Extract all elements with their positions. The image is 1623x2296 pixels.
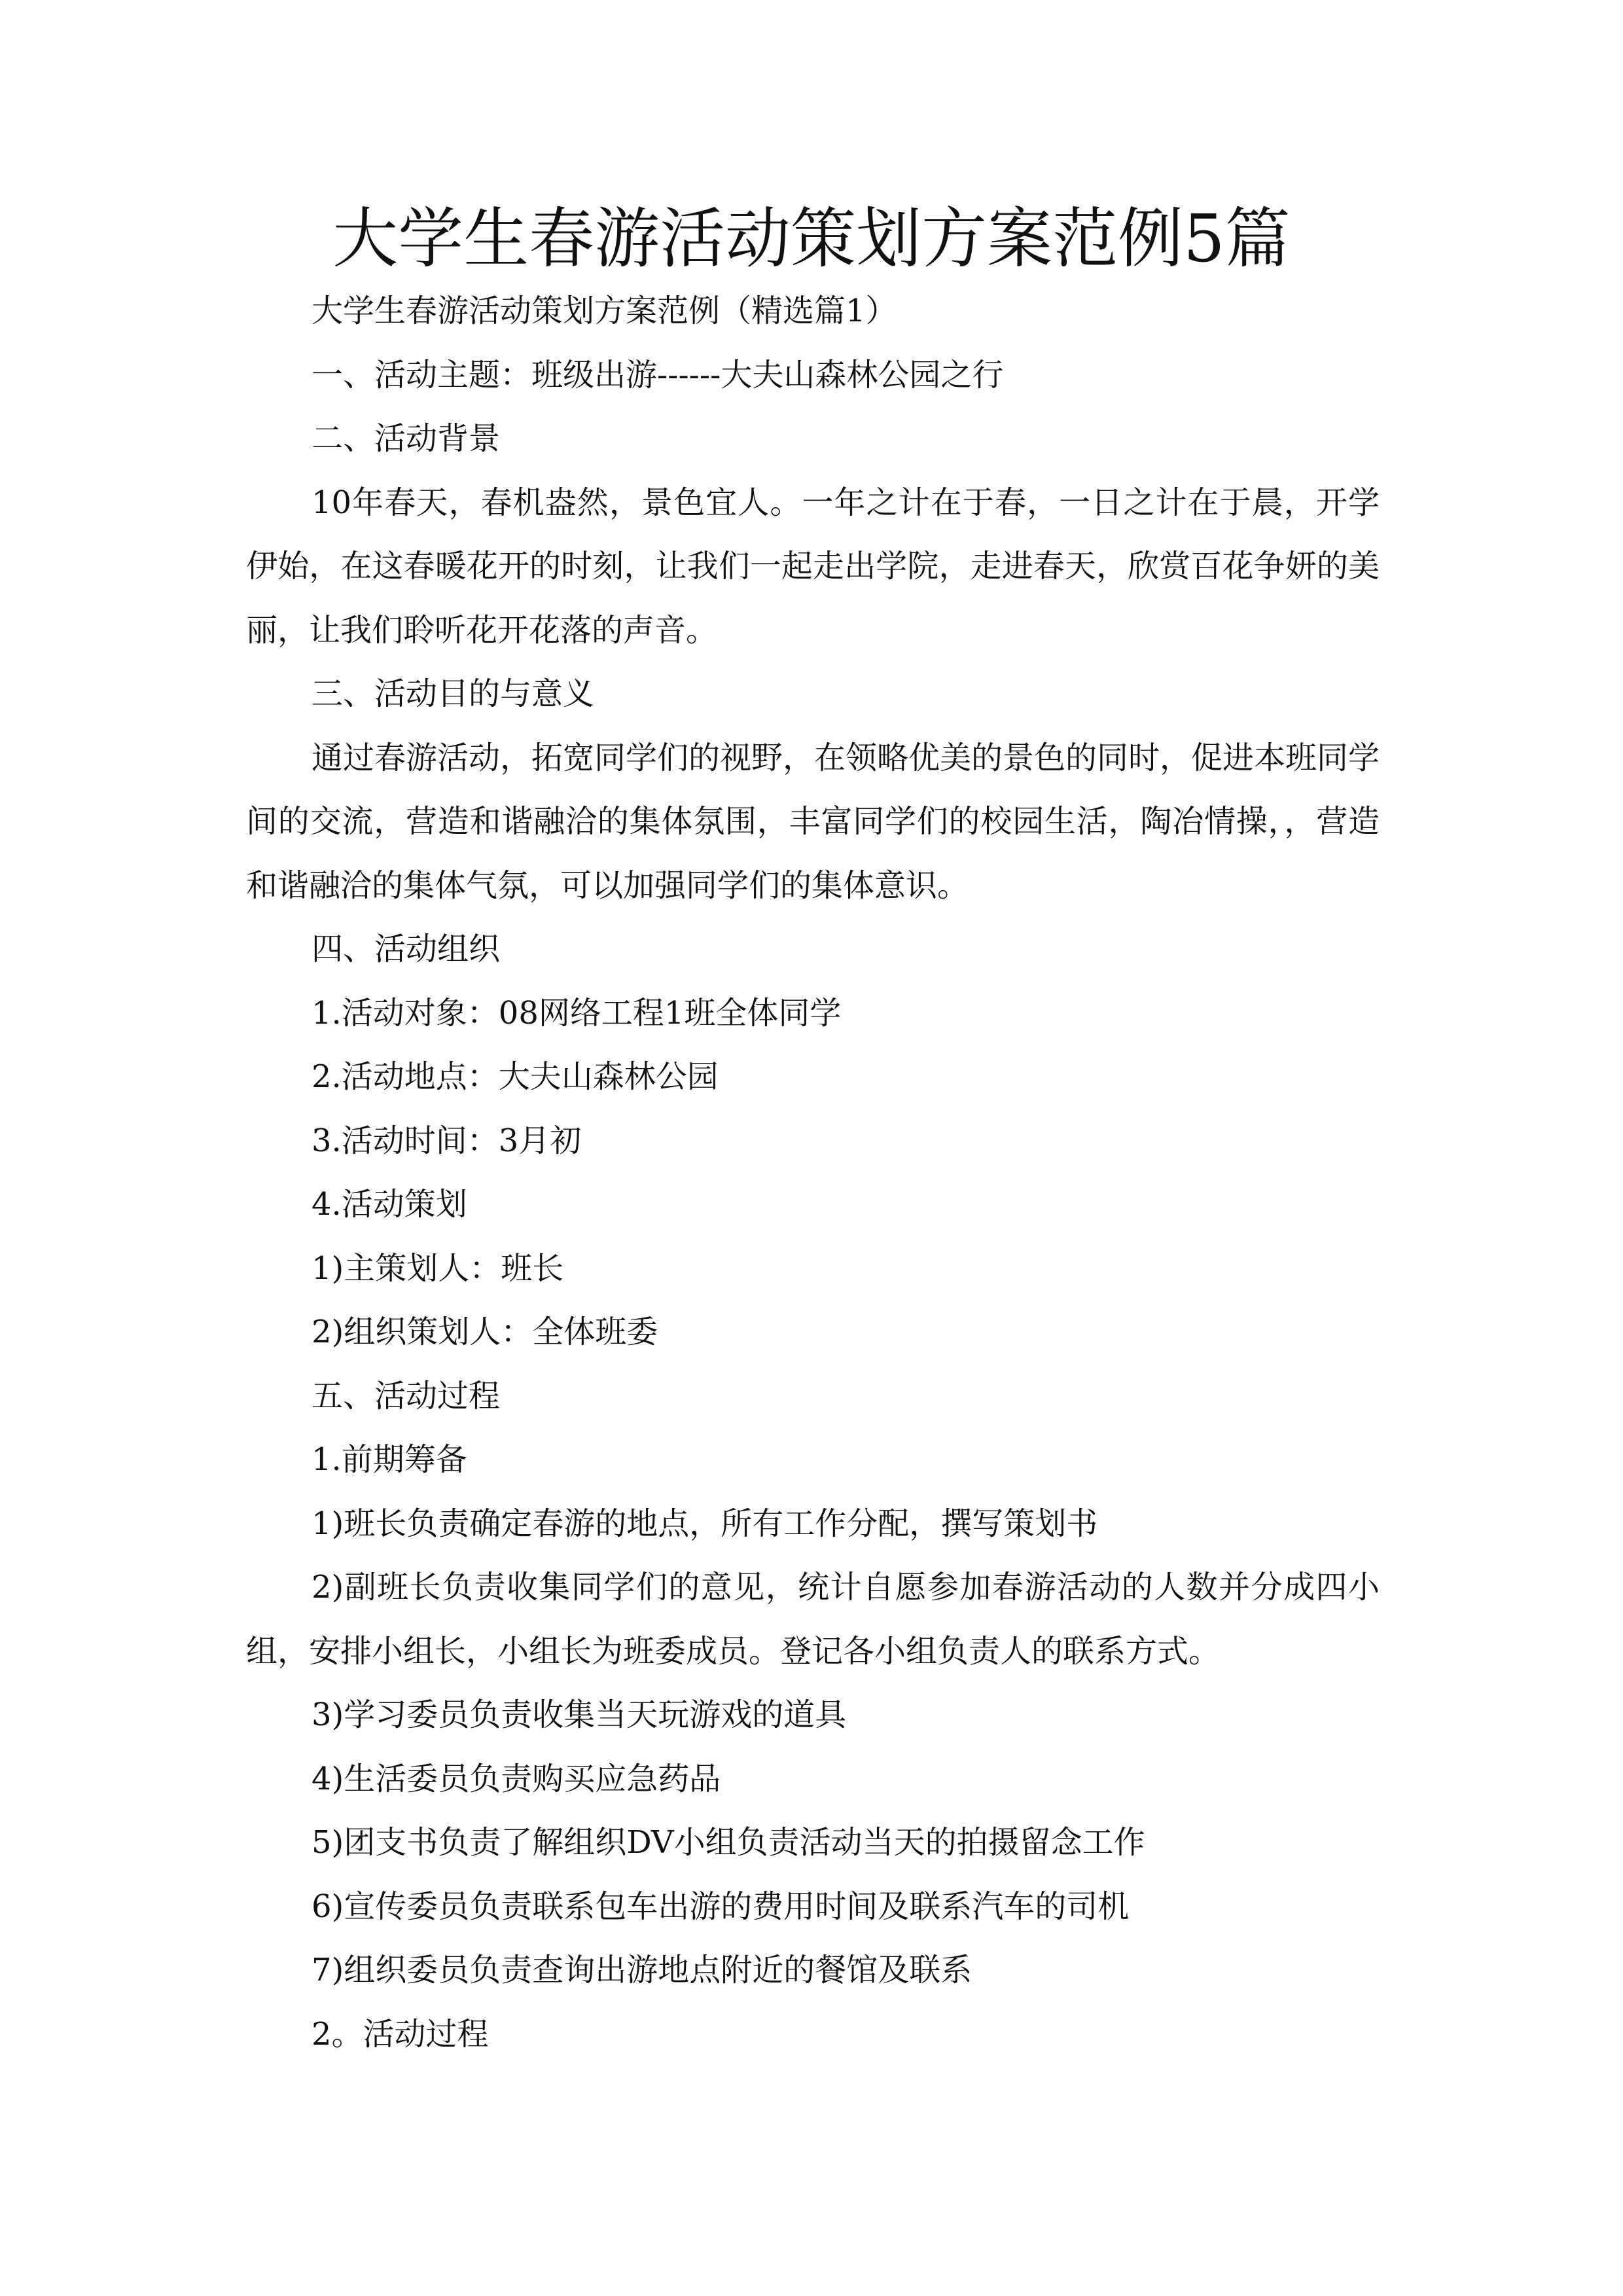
heading-purpose: 三、活动目的与意义	[312, 675, 595, 712]
heading-theme: 一、活动主题：班级出游------大夫山森林公园之行	[312, 356, 1004, 393]
list-item: 6)宣传委员负责联系包车出游的费用时间及联系汽车的司机	[312, 1888, 1130, 1925]
section-subtitle: 大学生春游活动策划方案范例（精选篇1）	[312, 293, 897, 329]
list-item: 4.活动策划	[312, 1186, 467, 1223]
list-item: 3.活动时间：3月初	[312, 1122, 582, 1159]
list-item: 2.活动地点：大夫山森林公园	[312, 1058, 719, 1095]
list-item: 2。活动过程	[312, 2015, 489, 2053]
heading-background: 二、活动背景	[312, 420, 501, 457]
list-item: 4)生活委员负责购买应急药品	[312, 1760, 721, 1797]
list-item: 5)团支书负责了解组织DV小组负责活动当天的拍摄留念工作	[312, 1824, 1145, 1861]
list-item: 2)组织策划人：全体班委	[312, 1314, 658, 1350]
heading-organization: 四、活动组织	[312, 931, 501, 967]
list-item: 1)班长负责确定春游的地点，所有工作分配，撰写策划书	[312, 1505, 1098, 1542]
list-item: 1.活动对象：08网络工程1班全体同学	[312, 994, 842, 1031]
list-item: 1)主策划人：班长	[312, 1249, 564, 1287]
paragraph-background: 10年春天，春机盎然，景色宜人。一年之计在于春，一日之计在于晨，开学伊始，在这春暖花开的时刻，让我们一起走出学院，走进春天，欣赏百花争妍的美丽，让我们聆听花开花落的声音。	[246, 484, 1380, 649]
document-title: 大学生春游活动策划方案范例5篇	[332, 200, 1291, 277]
list-item: 7)组织委员负责查询出游地点附近的餐馆及联系	[312, 1952, 972, 1988]
list-item: 2)副班长负责收集同学们的意见，统计自愿参加春游活动的人数并分成四小组，安排小组长，小组长为班委成员。登记各小组负责人的联系方式。	[246, 1569, 1380, 1670]
paragraph-purpose: 通过春游活动，拓宽同学们的视野，在领略优美的景色的同时，促进本班同学间的交流，营造和谐融洽的集体氛围，丰富同学们的校园生活，陶冶情操，，营造和谐融洽的集体气氛，可以加强同学们的集体意识。	[246, 739, 1380, 904]
list-item: 3)学习委员负责收集当天玩游戏的道具	[312, 1696, 847, 1733]
document-body	[246, 279, 1380, 2066]
heading-process: 五、活动过程	[312, 1377, 501, 1414]
list-item: 1.前期筹备	[312, 1441, 467, 1478]
